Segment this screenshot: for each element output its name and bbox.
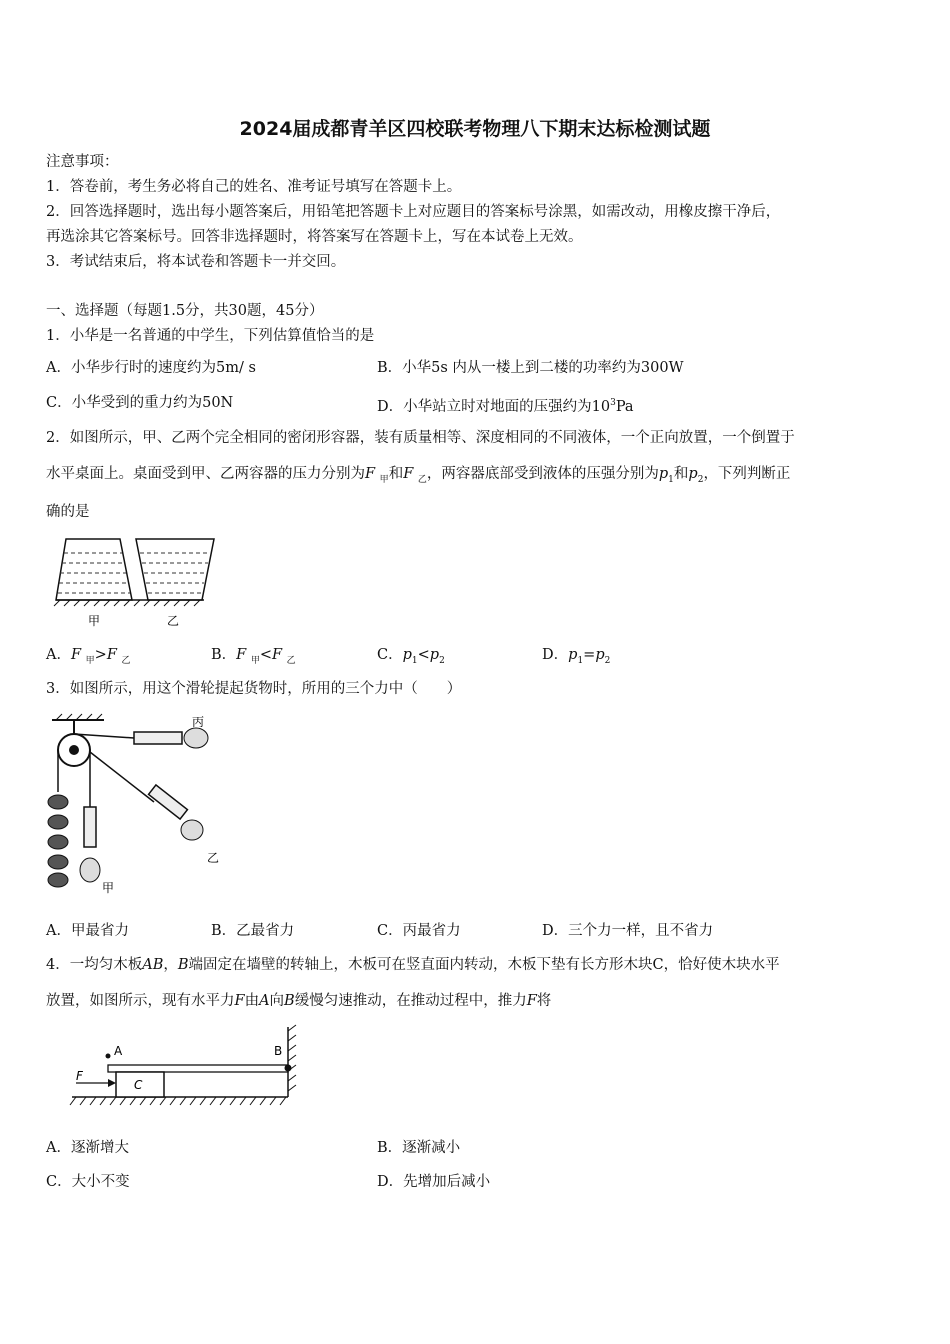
q4-option-c: C．大小不变	[46, 1174, 130, 1190]
q3-pulley-figure	[44, 712, 224, 902]
notice-item: 1．答卷前，考生务必将自己的姓名、准考证号填写在答题卡上。	[46, 179, 462, 195]
q4-stem-line1: 4．一均匀木板AB，B端固定在墙壁的转轴上，木板可在竖直面内转动，木板下垫有长方形木块C，恰好使木块水平	[46, 957, 780, 973]
q1-option-d: D．小华站立时对地面的压强约为$10^3Pa$	[377, 398, 634, 415]
q2-option-c: C．$p_1<p_2$	[377, 647, 445, 666]
q3-option-d: D．三个力一样，且不省力	[542, 923, 714, 939]
q3-option-b: B．乙最省力	[211, 923, 295, 939]
notice-heading: 注意事项：	[46, 154, 119, 170]
label-jia: 甲	[102, 881, 115, 895]
page-title: 2024届成都青羊区四校联考物理八下期末达标检测试题	[239, 118, 711, 140]
q2-stem-line2: 水平桌面上。桌面受到甲、乙两容器的压力分别为F $_甲$和F $_乙$，两容器底部受到液体的压强分别为$p_1$和$p_2$，下列判断正	[46, 466, 791, 485]
label-bing: 丙	[192, 715, 205, 729]
q2-stem-line3: 确的是	[46, 504, 90, 520]
q3-option-a: A．甲最省力	[46, 923, 129, 939]
q4-option-a: A．逐渐增大	[46, 1140, 129, 1156]
notice-item: 2．回答选择题时，选出每小题答案后，用铅笔把答题卡上对应题目的答案标号涂黑，如需改动，用橡皮擦干净后，	[46, 204, 781, 220]
label-yi: 乙	[207, 851, 220, 865]
q1-option-c: C．小华受到的重力约为50N	[46, 395, 234, 411]
label-A: A	[114, 1044, 123, 1058]
q2-option-d: D．$p_1=p_2$	[542, 647, 611, 666]
q2-option-b: B．F $_甲$<F $_乙$	[211, 647, 296, 666]
q1-stem: 1．小华是一名普通的中学生，下列估算值恰当的是	[46, 328, 375, 344]
q3-option-c: C．丙最省力	[377, 923, 461, 939]
q4-stem-line2: 放置，如图所示，现有水平力F由A向B缓慢匀速推动，在推动过程中，推力F将	[46, 993, 552, 1009]
label-C: C	[134, 1078, 143, 1092]
q1-option-b: B．小华5s 内从一楼上到二楼的功率约为300W	[377, 360, 684, 376]
q3-stem: 3．如图所示，用这个滑轮提起货物时，所用的三个力中（ ）	[46, 681, 462, 697]
q2-container-figure	[46, 535, 211, 630]
section-heading: 一、选择题（每题1.5分，共30题，45分）	[46, 303, 324, 319]
q2-stem-line1: 2．如图所示，甲、乙两个完全相同的密闭形容器，装有质量相等、深度相同的不同液体，一个正向放置，一个倒置于	[46, 430, 795, 446]
label-F: F	[76, 1069, 83, 1083]
q2-option-a: A．F $_甲$>F $_乙$	[46, 647, 131, 666]
label-jia: 甲	[88, 614, 101, 628]
notice-item: 再选涂其它答案标号。回答非选择题时，将答案写在答题卡上，写在本试卷上无效。	[46, 229, 583, 245]
q1-option-a: A．小华步行时的速度约为5m/ s	[46, 360, 256, 376]
q4-option-d: D．先增加后减小	[377, 1174, 491, 1190]
label-yi: 乙	[167, 614, 180, 628]
notice-item: 3．考试结束后，将本试卷和答题卡一并交回。	[46, 254, 346, 270]
label-B: B	[274, 1044, 283, 1058]
q4-board-figure	[66, 1025, 326, 1117]
q4-option-b: B．逐渐减小	[377, 1140, 461, 1156]
